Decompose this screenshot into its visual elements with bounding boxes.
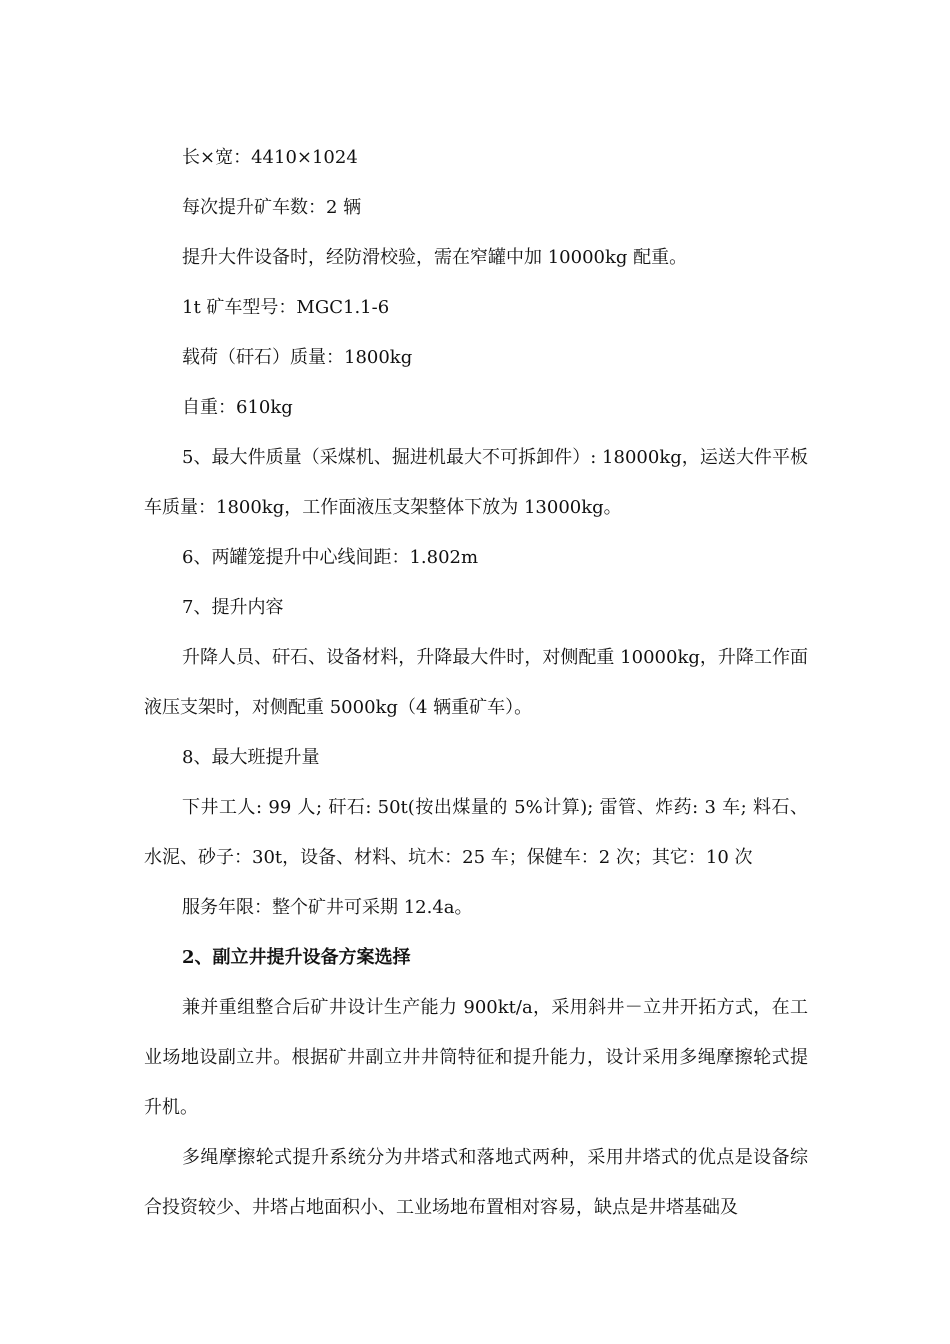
paragraph-max-piece-mass: 5、最大件质量（采煤机、掘进机最大不可拆卸件）: 18000kg，运送大件平板车质量：1800kg，工作面液压支架整体下放为 13000kg。 (144, 447, 808, 518)
paragraph-friction-hoist-types: 多绳摩擦轮式提升系统分为井塔式和落地式两种，采用井塔式的优点是设备综合投资较少、井塔占地面积小、工业场地布置相对容易，缺点是井塔基础及 (144, 1147, 808, 1218)
paragraph-max-shift-heading: 8、最大班提升量 (182, 747, 320, 768)
paragraph-design-capacity: 兼并重组整合后矿井设计生产能力 900kt/a，采用斜井－立井开拓方式，在工业场地设副立井。根据矿井副立井井筒特征和提升能力，设计采用多绳摩擦轮式提升机。 (144, 997, 808, 1118)
document-body (144, 133, 808, 1233)
paragraph-service-life: 服务年限：整个矿井可采期 12.4a。 (182, 897, 473, 918)
paragraph-lift-content-heading: 7、提升内容 (182, 597, 284, 618)
paragraph-lift-content: 升降人员、矸石、设备材料，升降最大件时，对侧配重 10000kg，升降工作面液压支架时，对侧配重 5000kg（4 辆重矿车）。 (144, 647, 808, 718)
paragraph-max-shift: 下井工人: 99 人; 矸石: 50t(按出煤量的 5%计算); 雷管、炸药: 3 车; 料石、水泥、砂子：30t，设备、材料、坑木：25 车；保健车：2 次；其它：10 次 (144, 797, 808, 868)
paragraph-self-weight: 自重：610kg (182, 397, 293, 418)
paragraph-mine-car-model: 1t 矿车型号：MGC1.1-6 (182, 297, 390, 318)
paragraph-load-mass: 载荷（矸石）质量：1800kg (182, 347, 413, 368)
paragraph-cars-per-lift: 每次提升矿车数：2 辆 (182, 197, 362, 218)
paragraph-cage-center-distance: 6、两罐笼提升中心线间距：1.802m (182, 547, 479, 568)
paragraph-dimensions: 长×宽：4410×1024 (182, 147, 358, 168)
section-heading-auxiliary-shaft: 2、副立井提升设备方案选择 (182, 947, 411, 968)
paragraph-counterweight-note: 提升大件设备时，经防滑校验，需在窄罐中加 10000kg 配重。 (182, 247, 688, 268)
